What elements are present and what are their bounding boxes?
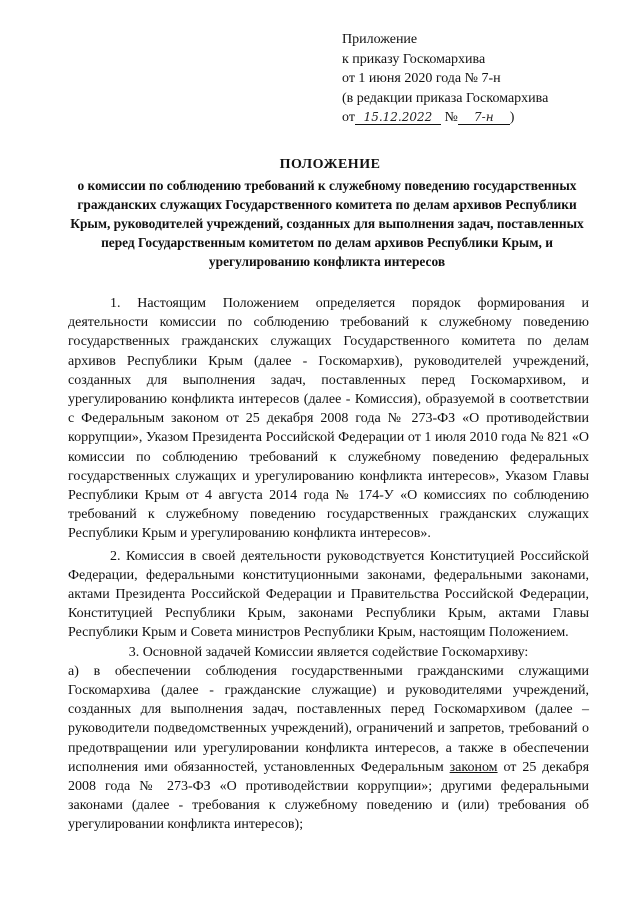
paragraph-1: 1. Настоящим Положением определяется порядок формирования и деятельности комиссии по соблюдению требований к служебному поведению государственных гражданских служащих Государственного комитета по делам архивов Республики Крым (далее - Госкомархив), руководителей учреждений, созданных для выполнения задач, поставленных перед Госкомархивом, и урегулированию конфликта интересов (далее - Комиссия), образуемой в соответствии с Федеральным законом от 25 декабря 2008 года № 273-ФЗ «О противодействии коррупции», Указом Президента Российской Федерации от 1 июля 2010 года № 821 «О комиссии по соблюдению требований к служебному поведению федеральных государственных служащих и урегулированию конфликта интересов», Указом Главы Республики Крым от 4 августа 2014 года № 174-У «О комиссиях по соблюдению требований к служебному поведению государственных гражданских служащих Республики Крым и урегулированию конфликта интересов». (68, 296, 589, 542)
law-link[interactable]: законом (449, 759, 498, 775)
appendix-line-3: от 1 июня 2020 года № 7-н (342, 71, 501, 86)
handwritten-date: 15.12.2022 (355, 110, 441, 125)
appendix-line-2: к приказу Госкомархива (342, 51, 486, 67)
document-body (68, 294, 589, 835)
paragraph-3a (68, 662, 589, 835)
appendix-from: от (342, 110, 355, 125)
appendix-line-5 (342, 108, 622, 128)
number-sign: № (444, 110, 458, 125)
appendix-line-4: (в редакции приказа Госкомархива (342, 90, 549, 106)
paragraph-3a-text-before: а) в обеспечении соблюдения государственными гражданскими служащими Госкомархива (далее - гражданские служащие) и руководителями учреждений, созданных для выполнения задач, поставленных перед Госкомархивом (далее – руководители подведомственных учреждений), ограничений и запретов, требований о предотвращении или урегулировании конфликта интересов, а также в обеспечении исполнения ими обязанностей, установленных Федеральным (68, 663, 589, 775)
paragraph-3a-text-after: от 25 декабря 2008 года № 273-ФЗ «О противодействии коррупции»; другими федеральными законами (далее - требования к служебному поведению и (или) требования об урегулировании конфликта интересов); (68, 759, 590, 833)
paragraph-2: 2. Комиссия в своей деятельности руководствуется Конституцией Российской Федерации, федеральными конституционными законами, федеральными законами, актами Президента Российской Федерации и Правительства Российской Федерации, Конституцией Республики Крым, законами Республики Крым, актами Главы Республики Крым и Совета министров Республики Крым, настоящим Положением. (68, 548, 589, 641)
handwritten-number: 7-н (458, 110, 510, 125)
document-subtitle: о комиссии по соблюдению требований к служебному поведению государственных гражданских служащих Государственного комитета по делам архивов Республики Крым, руководителей учреждений, созданных для выполнения задач, поставленных перед Государственным комитетом по делам архивов Республики Крым, и урегулированию конфликта интересов (70, 178, 584, 269)
appendix-block (342, 30, 622, 128)
document-title: ПОЛОЖЕНИЕ (279, 157, 381, 172)
appendix-close-paren: ) (509, 110, 515, 125)
appendix-line-1: Приложение (342, 32, 418, 47)
paragraph-3: 3. Основной задачей Комиссии является содействие Госкомархиву: (128, 644, 529, 660)
